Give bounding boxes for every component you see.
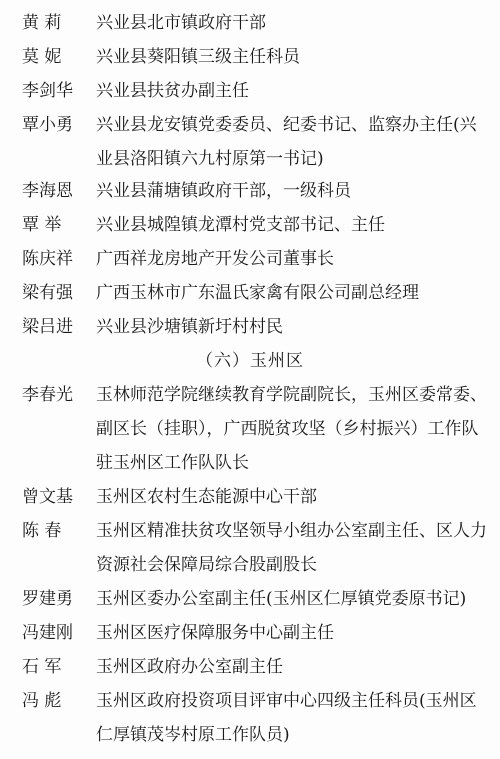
person-title: 玉州区政府投资项目评审中心四级主任科员(玉州区仁厚镇茂岑村原工作队员): [96, 691, 477, 745]
person-name: 罗建勇: [22, 589, 73, 609]
person-name: 莫 妮: [22, 47, 62, 67]
section-heading: （六）玉州区: [196, 351, 304, 371]
person-name: 黄 莉: [22, 13, 62, 33]
person-name: 梁有强: [22, 283, 73, 303]
person-name: 李海恩: [22, 181, 73, 201]
person-title: 兴业县蒲塘镇政府干部，一级科员: [96, 181, 351, 201]
person-name: 冯 彪: [22, 691, 62, 711]
person-name: 覃 举: [22, 215, 62, 235]
person-name: 李春光: [22, 385, 73, 405]
person-name: 覃小勇: [22, 115, 73, 135]
person-name: 李剑华: [22, 81, 73, 101]
person-name: 梁吕进: [22, 317, 73, 337]
person-name: 石 军: [22, 657, 62, 677]
person-title: 玉林师范学院继续教育学院副院长，玉州区委常委、副区长（挂职），广西脱贫攻坚（乡村振兴）工作队驻玉州区工作队队长: [96, 385, 487, 473]
person-title: 玉州区精准扶贫攻坚领导小组办公室副主任、区人力资源社会保障局综合股副股长: [96, 521, 487, 575]
person-title: 玉州区政府办公室副主任: [96, 657, 283, 677]
person-title: 兴业县城隍镇龙潭村党支部书记、主任: [96, 215, 385, 235]
person-title: 兴业县沙塘镇新圩村村民: [96, 317, 283, 337]
person-title: 广西玉林市广东温氏家禽有限公司副总经理: [96, 283, 419, 303]
person-title: 兴业县龙安镇党委委员、纪委书记、监察办主任(兴业县洛阳镇六九村原第一书记): [96, 115, 477, 169]
person-title: 玉州区医疗保障服务中心副主任: [96, 623, 334, 643]
person-title: 兴业县葵阳镇三级主任科员: [96, 47, 300, 67]
person-name: 冯建刚: [22, 623, 73, 643]
person-title: 广西祥龙房地产开发公司董事长: [96, 249, 334, 269]
person-name: 曾文基: [22, 487, 73, 507]
person-title: 兴业县北市镇政府干部: [96, 13, 266, 33]
person-title: 玉州区委办公室副主任(玉州区仁厚镇党委原书记): [96, 589, 467, 609]
person-name: 陈 春: [22, 521, 62, 541]
person-title: 玉州区农村生态能源中心干部: [96, 487, 317, 507]
person-name: 陈庆祥: [22, 249, 73, 269]
person-title: 兴业县扶贫办副主任: [96, 81, 249, 101]
